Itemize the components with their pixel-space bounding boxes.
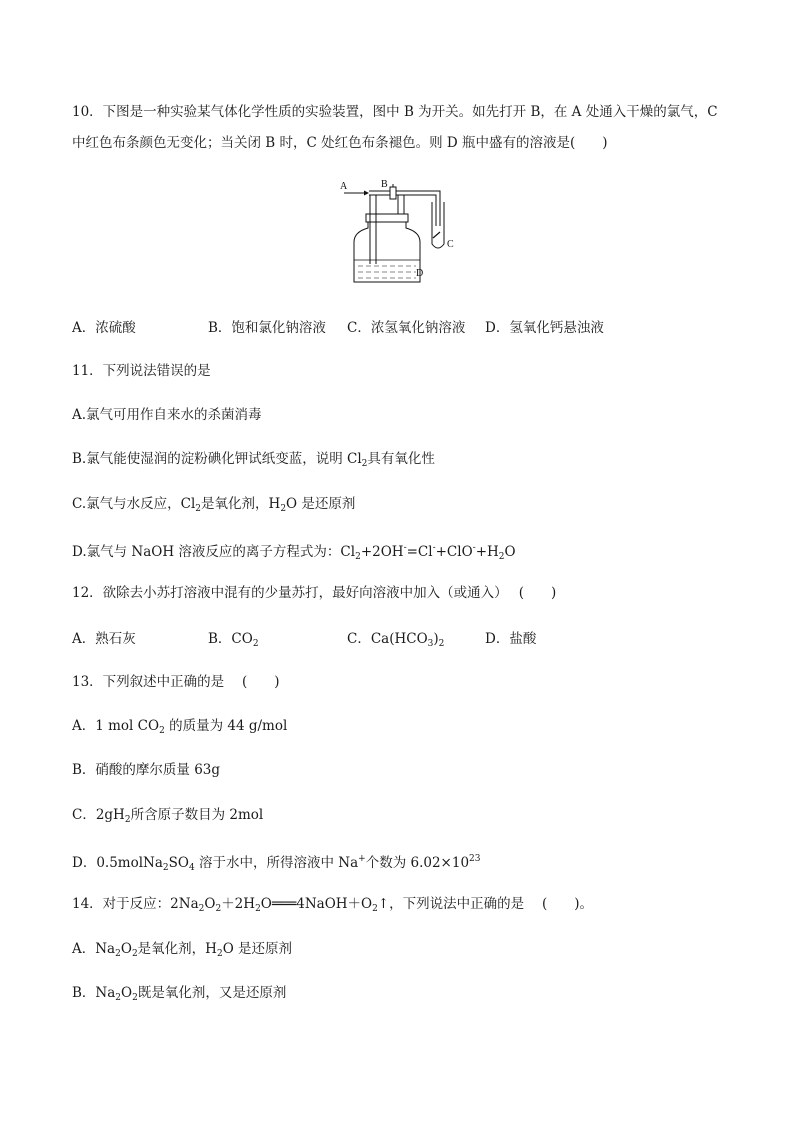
q13-option-b[interactable]: B．硝酸的摩尔质量 63g xyxy=(72,762,221,778)
bottle-d xyxy=(354,222,420,282)
q13-option-d[interactable]: D．$0.5molNa_2SO_4$ 溶于水中，所得溶液中 Na+个数为 $6.02\times 10^{23}$ xyxy=(72,854,481,873)
valve-b xyxy=(390,187,396,199)
q13-option-a[interactable]: A．1 mol $CO_2$ 的质量为 44 g/mol xyxy=(72,718,288,736)
q12-option-b[interactable]: B．$CO_2$ xyxy=(208,631,259,649)
label-b: B xyxy=(381,179,388,190)
q12-stem: 12．欲除去小苏打溶液中混有的少量苏打，最好向溶液中加入（或通入） ( ) xyxy=(72,585,557,601)
q10-option-c[interactable]: C．浓氢氧化钠溶液 xyxy=(347,320,466,336)
test-tube-c xyxy=(432,202,444,248)
label-a: A xyxy=(340,181,348,192)
q12-option-c[interactable]: C．$Ca(HCO_3)_2$ xyxy=(347,631,445,649)
q14-stem: 14．对于反应：$2Na_2O_2+2H_2O═══4NaOH+O_2↑$，下列说法中正确的是 ( )。 xyxy=(72,896,593,914)
label-c: C xyxy=(447,239,454,250)
q12-option-d[interactable]: D．盐酸 xyxy=(485,631,537,647)
stopper xyxy=(366,214,408,222)
q10-option-d[interactable]: D．氢氧化钙悬浊液 xyxy=(485,320,604,336)
q10-stem-line1: 10．下图是一种实验某气体化学性质的实验装置，图中 B 为开关。如先打开 B，在 A 处通入干燥的氯气，C xyxy=(72,104,718,120)
q14-option-a[interactable]: A．$Na_2O_2$是氧化剂，$H_2O$ 是还原剂 xyxy=(72,941,293,959)
apparatus-figure xyxy=(336,176,466,288)
q10-option-a[interactable]: A．浓硫酸 xyxy=(72,320,136,336)
q10-option-b[interactable]: B．饱和氯化钠溶液 xyxy=(208,320,326,336)
label-d: D xyxy=(416,268,424,279)
q13-option-c[interactable]: C．$2gH_2$所含原子数目为 2mol xyxy=(72,807,264,825)
q14-option-b[interactable]: B．$Na_2O_2$既是氧化剂，又是还原剂 xyxy=(72,985,287,1003)
q11-option-a[interactable]: A.氯气可用作自来水的杀菌消毒 xyxy=(72,407,262,423)
q12-option-a[interactable]: A．熟石灰 xyxy=(72,631,136,647)
q11-option-b[interactable]: B.氯气能使湿润的淀粉碘化钾试纸变蓝，说明 $Cl_2$具有氧化性 xyxy=(72,451,435,469)
q11-option-d[interactable]: D.氯气与 NaOH 溶液反应的离子方程式为：$Cl_2+2OH^-=Cl^-+ClO^-+H_2O$ xyxy=(72,543,516,562)
q10-stem-line2: 中红色布条颜色无变化；当关闭 B 时，C 处红色布条褪色。则 D 瓶中盛有的溶液是( ) xyxy=(72,135,608,151)
q11-option-c[interactable]: C.氯气与水反应，$Cl_2$是氧化剂，$H_2O$ 是还原剂 xyxy=(72,496,356,514)
q13-stem: 13．下列叙述中正确的是 ( ) xyxy=(72,674,280,690)
q11-stem: 11．下列说法错误的是 xyxy=(72,363,211,379)
